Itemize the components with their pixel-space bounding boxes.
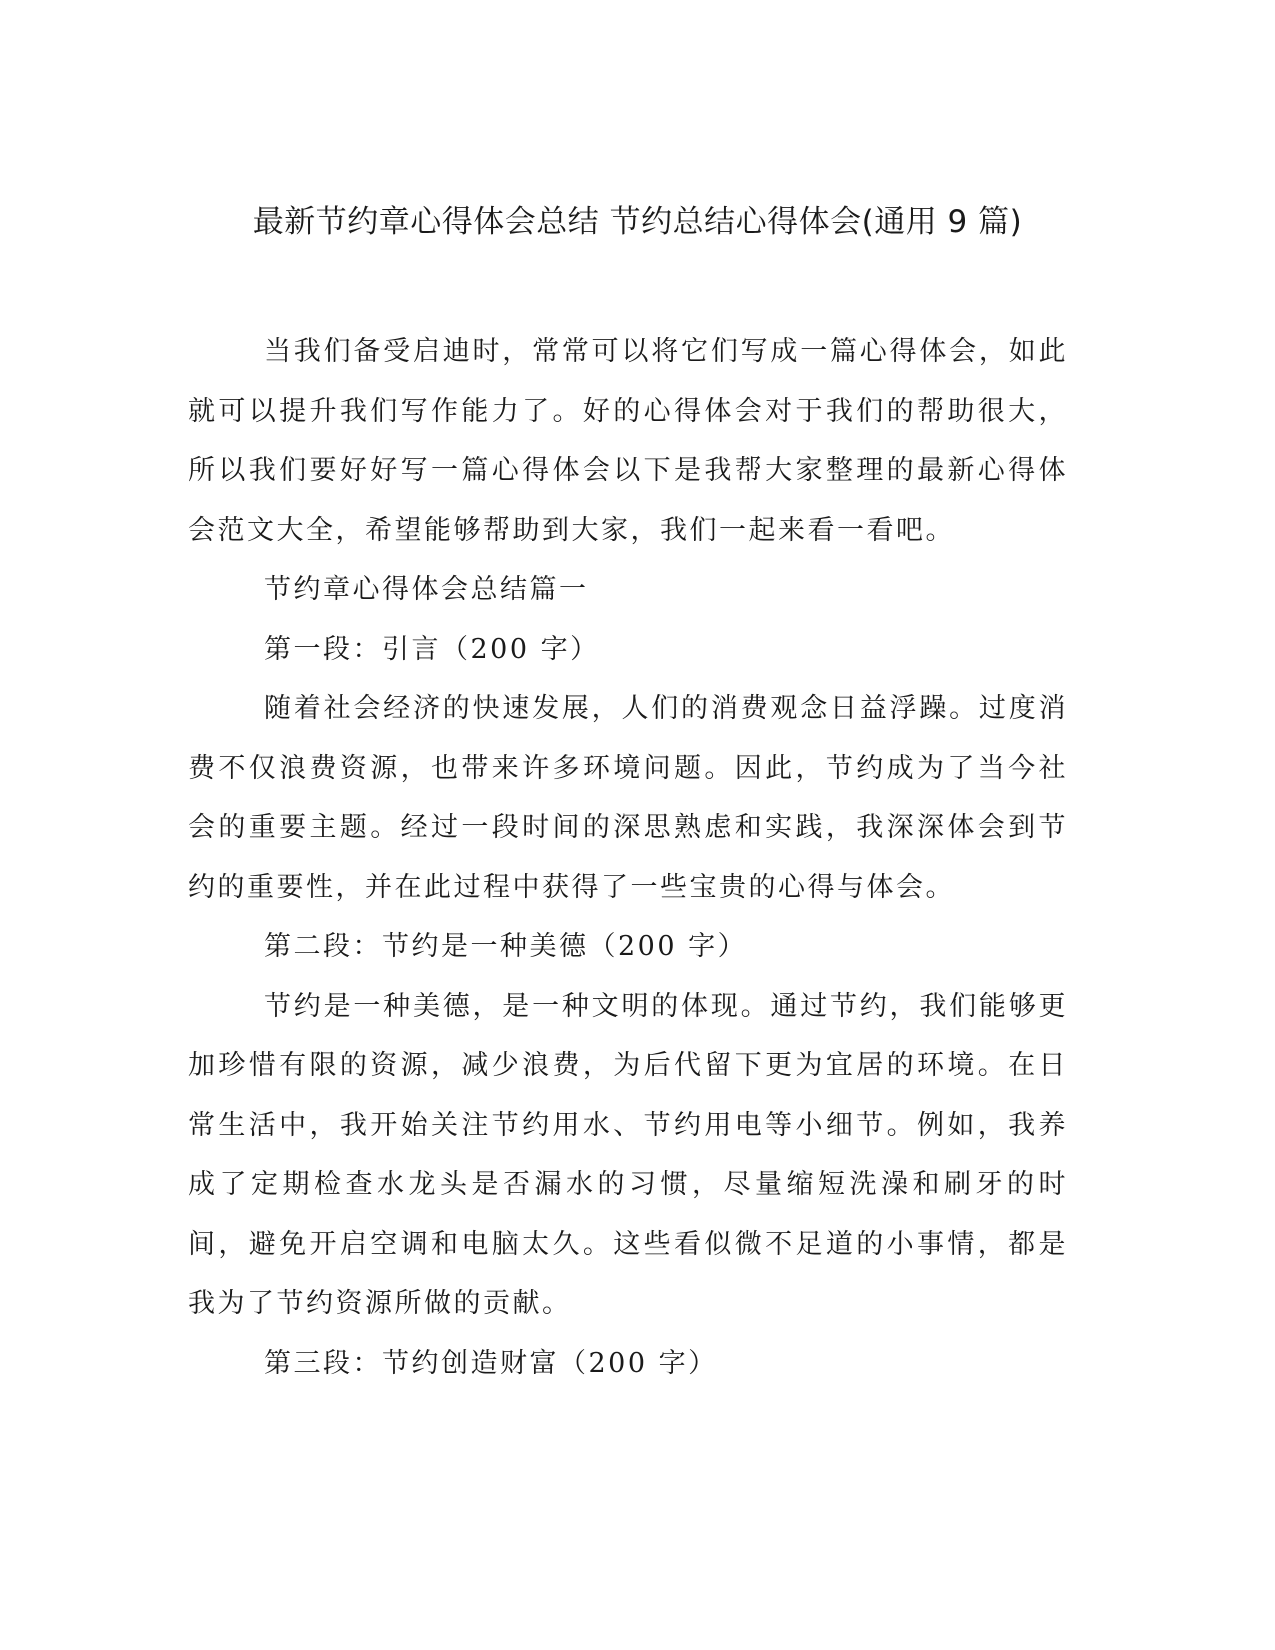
- document-body: [188, 322, 1068, 1393]
- body-paragraph: 随着社会经济的快速发展，人们的消费观念日益浮躁。过度消费不仅浪费资源，也带来许多环境问题。因此，节约成为了当今社会的重要主题。经过一段时间的深思熟虑和实践，我深深体会到节约的重要性，并在此过程中获得了一些宝贵的心得与体会。: [188, 693, 1068, 903]
- subsection-heading: 第二段：节约是一种美德（200 字）: [264, 931, 748, 962]
- section-heading: 节约章心得体会总结篇一: [264, 574, 589, 605]
- document-title: 最新节约章心得体会总结 节约总结心得体会(通用 9 篇): [252, 204, 1023, 240]
- subsection-heading: 第一段：引言（200 字）: [264, 633, 600, 665]
- body-paragraph: 节约是一种美德，是一种文明的体现。通过节约，我们能够更加珍惜有限的资源，减少浪费，为后代留下更为宜居的环境。在日常生活中，我开始关注节约用水、节约用电等小细节。例如，我养成了定期检查水龙头是否漏水的习惯，尽量缩短洗澡和刷牙的时间，避免开启空调和电脑太久。这些看似微不足道的小事情，都是我为了节约资源所做的贡献。: [188, 990, 1068, 1319]
- intro-paragraph: 当我们备受启迪时，常常可以将它们写成一篇心得体会，如此就可以提升我们写作能力了。好的心得体会对于我们的帮助很大，所以我们要好好写一篇心得体会以下是我帮大家整理的最新心得体会范文大全，希望能够帮助到大家，我们一起来看一看吧。: [188, 336, 1068, 546]
- subsection-heading: 第三段：节约创造财富（200 字）: [264, 1347, 718, 1379]
